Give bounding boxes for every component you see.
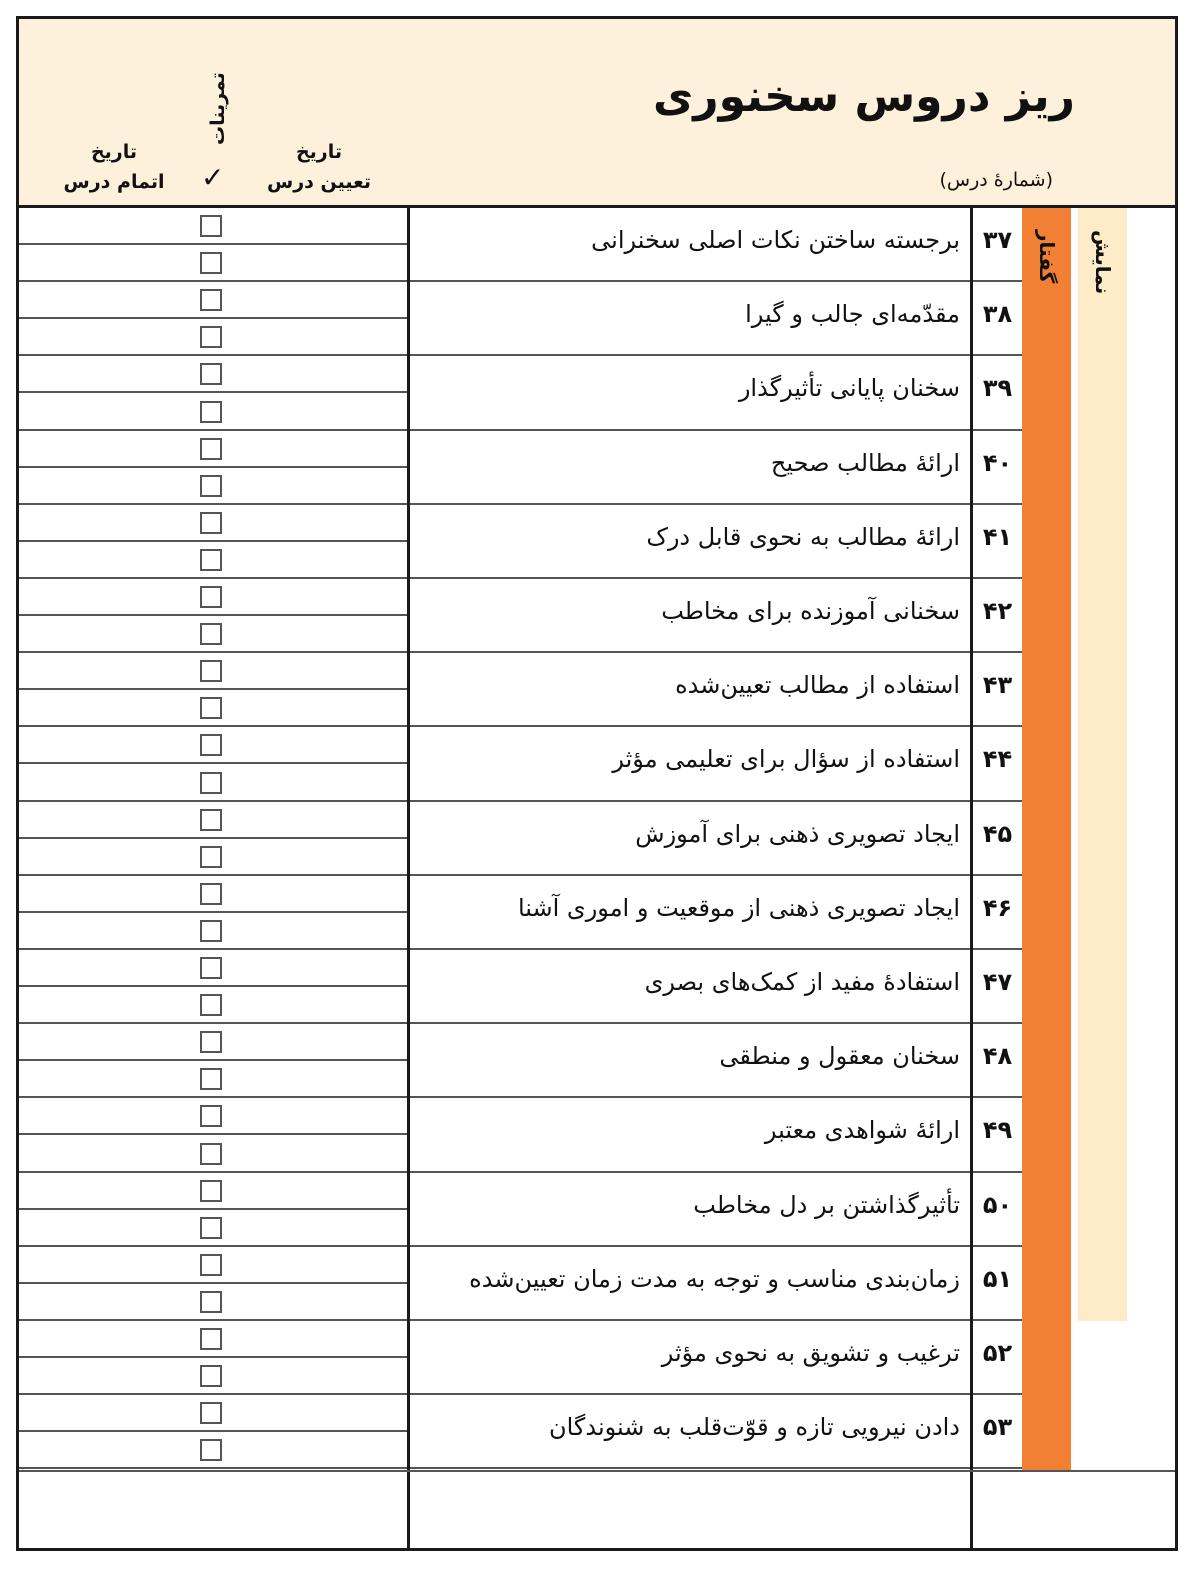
footer-empty-cell xyxy=(973,1472,1175,1551)
category-strip-presentation xyxy=(1078,208,1127,1321)
exercise-row xyxy=(19,245,407,282)
exercise-checkbox[interactable] xyxy=(200,697,222,719)
lesson-number: ۴۸ xyxy=(982,1042,1013,1071)
exercise-checkbox[interactable] xyxy=(200,846,222,868)
exercise-checkbox[interactable] xyxy=(200,1254,222,1276)
lesson-title: برجسته ساختن نکات اصلی سخنرانی xyxy=(591,226,960,254)
lesson-row xyxy=(410,356,970,430)
lesson-number-cell xyxy=(973,1395,1022,1469)
category-label-speech: گفتار xyxy=(1035,230,1059,284)
exercise-checkbox[interactable] xyxy=(200,883,222,905)
lesson-row xyxy=(410,1098,970,1172)
exercise-row xyxy=(19,1098,407,1135)
lesson-title: تأثیرگذاشتن بر دل مخاطب xyxy=(693,1190,960,1219)
exercise-checkbox[interactable] xyxy=(200,1291,222,1313)
lesson-number-cell xyxy=(973,653,1022,727)
exercise-checkbox[interactable] xyxy=(200,326,222,348)
lesson-title: سخنانی آموزنده برای مخاطب xyxy=(661,597,960,625)
exercise-row xyxy=(19,950,407,987)
exercise-checkbox[interactable] xyxy=(200,1031,222,1053)
exercise-checkbox[interactable] xyxy=(200,1068,222,1090)
exercise-checkbox[interactable] xyxy=(200,438,222,460)
lesson-row xyxy=(410,1173,970,1247)
lesson-title: زمان‌بندی مناسب و توجه به مدت زمان تعیین‌شده xyxy=(469,1264,960,1293)
lesson-number-cell xyxy=(973,1024,1022,1098)
lesson-number: ۳۷ xyxy=(982,226,1013,254)
assign-date-label-line2: تعیین درس xyxy=(267,171,371,193)
exercise-checkbox[interactable] xyxy=(200,623,222,645)
exercise-row xyxy=(19,579,407,616)
lesson-number: ۳۸ xyxy=(982,300,1013,329)
exercise-row xyxy=(19,1024,407,1061)
exercise-checkbox[interactable] xyxy=(200,734,222,756)
exercise-row xyxy=(19,1284,407,1321)
lesson-title: سخنان معقول و منطقی xyxy=(719,1042,960,1071)
exercise-checkbox[interactable] xyxy=(200,586,222,608)
lesson-row xyxy=(410,727,970,801)
lesson-number-cell xyxy=(973,356,1022,430)
lesson-number: ۴۲ xyxy=(982,597,1013,625)
exercise-checkbox[interactable] xyxy=(200,660,222,682)
lesson-number: ۵۱ xyxy=(982,1264,1013,1293)
lesson-number: ۵۳ xyxy=(982,1413,1013,1442)
exercise-row xyxy=(19,765,407,802)
footer-empty-cell xyxy=(19,1472,407,1551)
lesson-title: ارائهٔ مطالب صحیح xyxy=(770,448,960,477)
lesson-title: دادن نیرویی تازه و قوّت‌قلب به شنوندگان xyxy=(548,1413,960,1442)
lesson-row xyxy=(410,208,970,282)
column-header-finish-date xyxy=(54,137,174,197)
exercise-checkbox[interactable] xyxy=(200,475,222,497)
lesson-number-cell xyxy=(973,282,1022,356)
date-and-exercise-column xyxy=(19,208,407,1470)
lesson-number: ۵۲ xyxy=(982,1339,1013,1367)
lesson-number-cell xyxy=(973,431,1022,505)
exercise-checkbox[interactable] xyxy=(200,1217,222,1239)
category-label-presentation: نمایش xyxy=(1091,230,1115,295)
exercise-row xyxy=(19,987,407,1024)
header xyxy=(19,19,1175,208)
exercise-row xyxy=(19,616,407,653)
exercise-row xyxy=(19,505,407,542)
exercise-checkbox[interactable] xyxy=(200,1180,222,1202)
exercise-row xyxy=(19,1395,407,1432)
lesson-title: استفادهٔ مفید از کمک‌های بصری xyxy=(644,968,960,996)
column-header-assign-date xyxy=(259,137,379,197)
exercise-row xyxy=(19,1173,407,1210)
exercise-row xyxy=(19,542,407,579)
exercise-checkbox[interactable] xyxy=(200,252,222,274)
exercise-checkbox[interactable] xyxy=(200,363,222,385)
exercise-checkbox[interactable] xyxy=(200,1439,222,1461)
lesson-title: مقدّمه‌ای جالب و گیرا xyxy=(745,300,960,329)
exercise-checkbox[interactable] xyxy=(200,1143,222,1165)
page-title: ریز دروس سخنوری xyxy=(652,71,1075,122)
exercise-row xyxy=(19,1247,407,1284)
lesson-number-cell xyxy=(973,876,1022,950)
lesson-title: سخنان پایانی تأثیرگذار xyxy=(738,374,960,403)
lesson-number-cell xyxy=(973,208,1022,282)
exercise-row xyxy=(19,876,407,913)
checkmark-icon: ✓ xyxy=(201,161,225,194)
lesson-number-cell xyxy=(973,1247,1022,1321)
lesson-row xyxy=(410,1024,970,1098)
lesson-number: ۵۰ xyxy=(982,1190,1013,1219)
lesson-title: استفاده از مطالب تعیین‌شده xyxy=(675,671,960,700)
lesson-row xyxy=(410,1247,970,1321)
exercise-row xyxy=(19,690,407,727)
lesson-number-cell xyxy=(973,950,1022,1024)
lesson-row xyxy=(410,505,970,579)
exercise-checkbox[interactable] xyxy=(200,215,222,237)
lesson-row xyxy=(410,653,970,727)
lesson-title: ایجاد تصویری ذهنی برای آموزش xyxy=(635,819,960,848)
exercise-row xyxy=(19,1358,407,1395)
exercise-row xyxy=(19,319,407,356)
lesson-number-cell xyxy=(973,1098,1022,1172)
category-strip-speech xyxy=(1022,208,1071,1470)
lesson-row xyxy=(410,431,970,505)
lesson-row xyxy=(410,876,970,950)
exercise-row xyxy=(19,913,407,950)
exercise-row xyxy=(19,1432,407,1469)
exercise-checkbox[interactable] xyxy=(200,1365,222,1387)
exercise-checkbox[interactable] xyxy=(200,512,222,534)
exercise-checkbox[interactable] xyxy=(200,289,222,311)
exercise-row xyxy=(19,1210,407,1247)
lesson-number: ۴۶ xyxy=(982,893,1013,922)
lesson-row xyxy=(410,579,970,653)
exercise-row xyxy=(19,1136,407,1173)
column-header-exercises xyxy=(187,72,247,199)
lesson-row xyxy=(410,1321,970,1395)
lesson-number: ۳۹ xyxy=(982,374,1013,403)
footer-empty-cell xyxy=(410,1472,970,1551)
exercise-checkbox[interactable] xyxy=(200,809,222,831)
lesson-row xyxy=(410,802,970,876)
lesson-number-cell xyxy=(973,505,1022,579)
exercise-row xyxy=(19,431,407,468)
exercise-row xyxy=(19,839,407,876)
exercise-checkbox[interactable] xyxy=(200,1402,222,1424)
exercise-row xyxy=(19,653,407,690)
lesson-number-cell xyxy=(973,1321,1022,1395)
exercise-checkbox[interactable] xyxy=(200,994,222,1016)
lesson-title: ارائهٔ شواهدی معتبر xyxy=(764,1116,960,1145)
lesson-number: ۴۳ xyxy=(982,671,1013,700)
assign-date-label-line1: تاریخ xyxy=(295,141,343,163)
exercise-checkbox[interactable] xyxy=(200,772,222,794)
exercise-checkbox[interactable] xyxy=(200,957,222,979)
lesson-number: ۴۹ xyxy=(982,1116,1013,1145)
lesson-row xyxy=(410,950,970,1024)
exercise-checkbox[interactable] xyxy=(200,1328,222,1350)
finish-date-label-line1: تاریخ xyxy=(90,141,138,163)
exercise-row xyxy=(19,1321,407,1358)
exercises-label: تمرینات xyxy=(207,72,229,145)
exercise-row xyxy=(19,468,407,505)
exercise-row xyxy=(19,356,407,393)
lesson-row xyxy=(410,1395,970,1469)
lesson-row xyxy=(410,282,970,356)
lesson-title: ترغیب و تشویق به نحوی مؤثر xyxy=(661,1339,960,1367)
exercise-checkbox[interactable] xyxy=(200,920,222,942)
finish-date-label-line2: اتمام درس xyxy=(63,171,165,193)
lesson-grid xyxy=(19,208,1175,1470)
exercise-row xyxy=(19,802,407,839)
lesson-number: ۴۵ xyxy=(982,819,1013,848)
exercise-row xyxy=(19,1061,407,1098)
exercise-row xyxy=(19,727,407,764)
lesson-title: ایجاد تصویری ذهنی از موقعیت و اموری آشنا xyxy=(517,893,960,922)
lesson-checklist-sheet xyxy=(16,16,1178,1551)
lesson-number-caption: (شمارهٔ درس) xyxy=(939,169,1053,191)
lesson-title: ارائهٔ مطالب به نحوی قابل درک xyxy=(646,522,960,551)
lesson-number: ۴۱ xyxy=(982,522,1013,551)
lesson-number: ۴۰ xyxy=(982,448,1013,477)
exercise-checkbox[interactable] xyxy=(200,401,222,423)
exercise-row xyxy=(19,208,407,245)
exercise-row xyxy=(19,394,407,431)
exercise-checkbox[interactable] xyxy=(200,1105,222,1127)
lesson-number-cell xyxy=(973,802,1022,876)
lesson-number: ۴۴ xyxy=(982,745,1013,774)
exercise-checkbox[interactable] xyxy=(200,549,222,571)
lesson-number-cell xyxy=(973,1173,1022,1247)
exercise-row xyxy=(19,282,407,319)
lesson-number-cell xyxy=(973,579,1022,653)
lesson-number: ۴۷ xyxy=(982,968,1013,996)
lesson-number-cell xyxy=(973,727,1022,801)
lesson-title: استفاده از سؤال برای تعلیمی مؤثر xyxy=(612,745,960,774)
